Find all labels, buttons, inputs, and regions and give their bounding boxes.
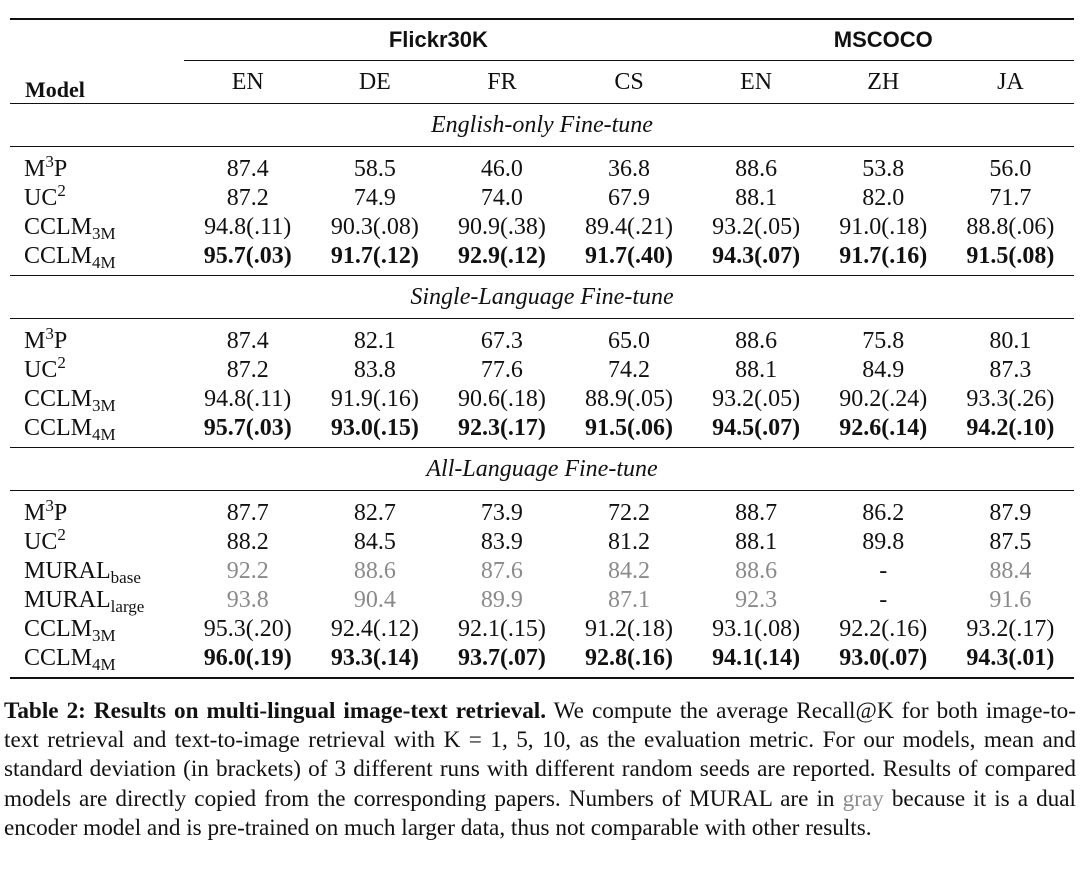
score-cell: 84.2	[608, 558, 651, 584]
model-base: M	[24, 500, 46, 526]
table-row	[10, 557, 1074, 586]
score-cell: 88.6	[735, 328, 778, 354]
score-cell: 90.4	[353, 587, 396, 613]
score-cell: 88.2	[226, 529, 269, 555]
table-row	[10, 242, 1074, 271]
model-name	[10, 644, 184, 673]
score-cell: 82.1	[353, 328, 396, 354]
score-cell: 88.6	[735, 558, 778, 584]
model-base: UC	[24, 185, 58, 211]
score-cell: 87.4	[226, 156, 269, 182]
score-cell: 91.9(.16)	[330, 386, 419, 412]
spacer-row	[10, 147, 1074, 155]
score-cell: 93.3(.26)	[966, 386, 1055, 412]
score-cell: 92.4(.12)	[330, 616, 419, 642]
score-cell: 92.3	[735, 587, 778, 613]
model-tail: P	[53, 500, 68, 526]
score-cell: 94.2(.10)	[966, 415, 1055, 441]
score-cell: 90.3(.08)	[330, 214, 419, 240]
score-cell: 95.7(.03)	[203, 415, 292, 441]
table-row	[10, 155, 1074, 184]
score-cell: 75.8	[862, 328, 905, 354]
results-table	[10, 18, 1074, 679]
score-cell: 91.0(.18)	[839, 214, 928, 240]
score-cell: 88.1	[735, 185, 778, 211]
caption-label: Table 2:	[4, 698, 86, 724]
model-name	[10, 525, 184, 557]
score-cell: 93.7(.07)	[457, 645, 546, 671]
model-base: CCLM	[24, 645, 93, 671]
score-cell: 88.1	[735, 357, 778, 383]
column-header: ZH	[867, 68, 900, 95]
model-name	[10, 353, 184, 385]
caption-title: Results on multi-lingual image-text retrieval.	[93, 698, 547, 724]
score-cell: 93.8	[226, 587, 269, 613]
score-cell: 91.2(.18)	[585, 616, 674, 642]
score-cell: 93.2(.05)	[712, 214, 801, 240]
score-cell: 88.8(.06)	[966, 214, 1055, 240]
model-base: UC	[24, 357, 58, 383]
model-subscript: 3M	[92, 396, 116, 415]
score-cell: 88.1	[735, 529, 778, 555]
score-cell: 92.9(.12)	[457, 243, 546, 269]
section-title-row	[10, 104, 1074, 147]
spacer-row	[10, 491, 1074, 499]
section-title: English-only Fine-tune	[431, 111, 653, 138]
score-cell: 93.2(.17)	[966, 616, 1055, 642]
model-base: CCLM	[24, 415, 93, 441]
score-cell: 87.2	[226, 185, 269, 211]
score-cell: 53.8	[862, 156, 905, 182]
table-row	[10, 528, 1074, 557]
score-cell: 65.0	[608, 328, 651, 354]
spacer-row	[10, 319, 1074, 327]
table-row	[10, 586, 1074, 615]
score-cell: 89.9	[480, 587, 523, 613]
score-cell: 92.8(.16)	[585, 645, 674, 671]
score-cell: 94.5(.07)	[712, 415, 801, 441]
score-cell: 92.3(.17)	[457, 415, 546, 441]
score-cell: 82.7	[353, 500, 396, 526]
section-title: All-Language Fine-tune	[426, 455, 658, 482]
score-cell: 91.7(.40)	[585, 243, 674, 269]
score-cell: 90.2(.24)	[839, 386, 928, 412]
model-base: M	[24, 328, 46, 354]
score-cell: 94.8(.11)	[204, 214, 292, 240]
model-tail: P	[53, 328, 68, 354]
score-cell: 89.4(.21)	[585, 214, 674, 240]
model-base: CCLM	[24, 386, 93, 412]
score-cell: 89.8	[862, 529, 905, 555]
model-subscript: base	[110, 568, 141, 587]
model-column-header: Model	[25, 77, 85, 102]
section-title-row	[10, 276, 1074, 319]
score-cell: 88.6	[353, 558, 396, 584]
column-header: EN	[740, 68, 773, 95]
model-superscript: 3	[45, 496, 54, 515]
score-cell: 73.9	[480, 500, 523, 526]
column-header: FR	[487, 68, 517, 95]
section-title: Single-Language Fine-tune	[410, 283, 674, 310]
score-cell: 67.3	[480, 328, 523, 354]
model-base: CCLM	[24, 243, 93, 269]
score-cell: 86.2	[862, 500, 905, 526]
score-cell: 92.2(.16)	[839, 616, 928, 642]
header-group-row	[10, 20, 1074, 61]
model-tail: P	[53, 156, 68, 182]
score-cell: 83.9	[480, 529, 523, 555]
score-cell: 74.0	[480, 185, 523, 211]
model-name	[10, 557, 184, 586]
score-cell: 87.6	[480, 558, 523, 584]
score-cell: -	[879, 587, 888, 613]
score-cell: 84.9	[862, 357, 905, 383]
caption-text: We compute the average Recall@K for both image-to-text retrieval and text-to-image retrieval with K = 1, 5, 10, as the evaluation metric. For our models, mean and standard deviation (in brackets) of 3 different runs with different random seeds are reported. Results of compared models are directly copied from the corresponding papers. Numbers of MURAL are in	[4, 698, 1076, 812]
score-cell: 91.7(.12)	[330, 243, 419, 269]
column-header: JA	[997, 68, 1024, 95]
table-row	[10, 327, 1074, 356]
model-subscript: large	[110, 597, 145, 616]
score-cell: 91.5(.06)	[585, 415, 674, 441]
model-superscript: 3	[45, 152, 54, 171]
score-cell: 92.2	[226, 558, 269, 584]
model-superscript: 2	[57, 353, 66, 372]
model-name	[10, 586, 184, 615]
bottom-rule	[10, 678, 1074, 679]
group-header-flickr30k: Flickr30K	[184, 20, 692, 61]
table-row	[10, 615, 1074, 644]
score-cell: 91.5(.08)	[966, 243, 1055, 269]
score-cell: 94.1(.14)	[712, 645, 801, 671]
score-cell: 87.3	[989, 357, 1032, 383]
score-cell: 74.2	[608, 357, 651, 383]
model-name	[10, 152, 184, 184]
model-subscript: 3M	[92, 224, 116, 243]
model-superscript: 3	[45, 324, 54, 343]
score-cell: 93.1(.08)	[712, 616, 801, 642]
model-subscript: 4M	[92, 655, 116, 674]
score-cell: 88.4	[989, 558, 1032, 584]
score-cell: 93.0(.07)	[839, 645, 928, 671]
score-cell: 94.3(.01)	[966, 645, 1055, 671]
score-cell: 87.5	[989, 529, 1032, 555]
score-cell: 88.6	[735, 156, 778, 182]
model-superscript: 2	[57, 181, 66, 200]
score-cell: 83.8	[353, 357, 396, 383]
model-name	[10, 615, 184, 644]
column-header: DE	[358, 68, 391, 95]
table-row	[10, 184, 1074, 213]
score-cell: 77.6	[480, 357, 523, 383]
group-header-mscoco: MSCOCO	[693, 20, 1074, 61]
score-cell: 71.7	[989, 185, 1032, 211]
table-caption	[4, 697, 1076, 843]
model-base: UC	[24, 529, 58, 555]
score-cell: 94.3(.07)	[712, 243, 801, 269]
score-cell: 88.7	[735, 500, 778, 526]
score-cell: 74.9	[353, 185, 396, 211]
model-base: M	[24, 156, 46, 182]
score-cell: 96.0(.19)	[203, 645, 292, 671]
score-cell: 87.2	[226, 357, 269, 383]
model-subscript: 4M	[92, 425, 116, 444]
model-name	[10, 242, 184, 271]
caption-gray-word: gray	[842, 785, 884, 812]
table-row	[10, 213, 1074, 242]
score-cell: 93.2(.05)	[712, 386, 801, 412]
table-row	[10, 414, 1074, 443]
section-title-row	[10, 448, 1074, 491]
score-cell: 58.5	[353, 156, 396, 182]
score-cell: 92.6(.14)	[839, 415, 928, 441]
score-cell: 82.0	[862, 185, 905, 211]
score-cell: 95.7(.03)	[203, 243, 292, 269]
score-cell: 87.7	[226, 500, 269, 526]
score-cell: 81.2	[608, 529, 651, 555]
score-cell: 80.1	[989, 328, 1032, 354]
model-base: CCLM	[24, 616, 93, 642]
score-cell: 67.9	[608, 185, 651, 211]
model-name	[10, 385, 184, 414]
column-header: EN	[231, 68, 264, 95]
table-row	[10, 385, 1074, 414]
model-name	[10, 414, 184, 443]
score-cell: 91.6	[989, 587, 1032, 613]
score-cell: 87.1	[608, 587, 651, 613]
model-base: MURAL	[24, 558, 111, 584]
table-row	[10, 644, 1074, 673]
score-cell: 92.1(.15)	[457, 616, 546, 642]
score-cell: 56.0	[989, 156, 1032, 182]
model-base: CCLM	[24, 214, 93, 240]
score-cell: 91.7(.16)	[839, 243, 928, 269]
score-cell: 95.3(.20)	[203, 616, 292, 642]
score-cell: 93.3(.14)	[330, 645, 419, 671]
caption-text-end: because it is a dual encoder model and is pre-trained on much larger data, thus not comparable with other results.	[4, 785, 1076, 841]
score-cell: 87.9	[989, 500, 1032, 526]
score-cell: 90.6(.18)	[457, 386, 546, 412]
model-base: MURAL	[24, 587, 111, 613]
column-header: CS	[614, 68, 644, 95]
score-cell: 36.8	[608, 156, 651, 182]
model-name	[10, 324, 184, 356]
score-cell: 88.9(.05)	[585, 386, 674, 412]
model-name	[10, 213, 184, 242]
table-row	[10, 356, 1074, 385]
score-cell: 93.0(.15)	[330, 415, 419, 441]
model-name	[10, 496, 184, 528]
model-name	[10, 181, 184, 213]
model-subscript: 4M	[92, 253, 116, 272]
score-cell: 84.5	[353, 529, 396, 555]
table-row	[10, 499, 1074, 528]
score-cell: 90.9(.38)	[457, 214, 546, 240]
score-cell: 87.4	[226, 328, 269, 354]
score-cell: 94.8(.11)	[204, 386, 292, 412]
score-cell: 72.2	[608, 500, 651, 526]
model-superscript: 2	[57, 525, 66, 544]
score-cell: 46.0	[480, 156, 523, 182]
model-subscript: 3M	[92, 626, 116, 645]
score-cell: -	[879, 558, 888, 584]
